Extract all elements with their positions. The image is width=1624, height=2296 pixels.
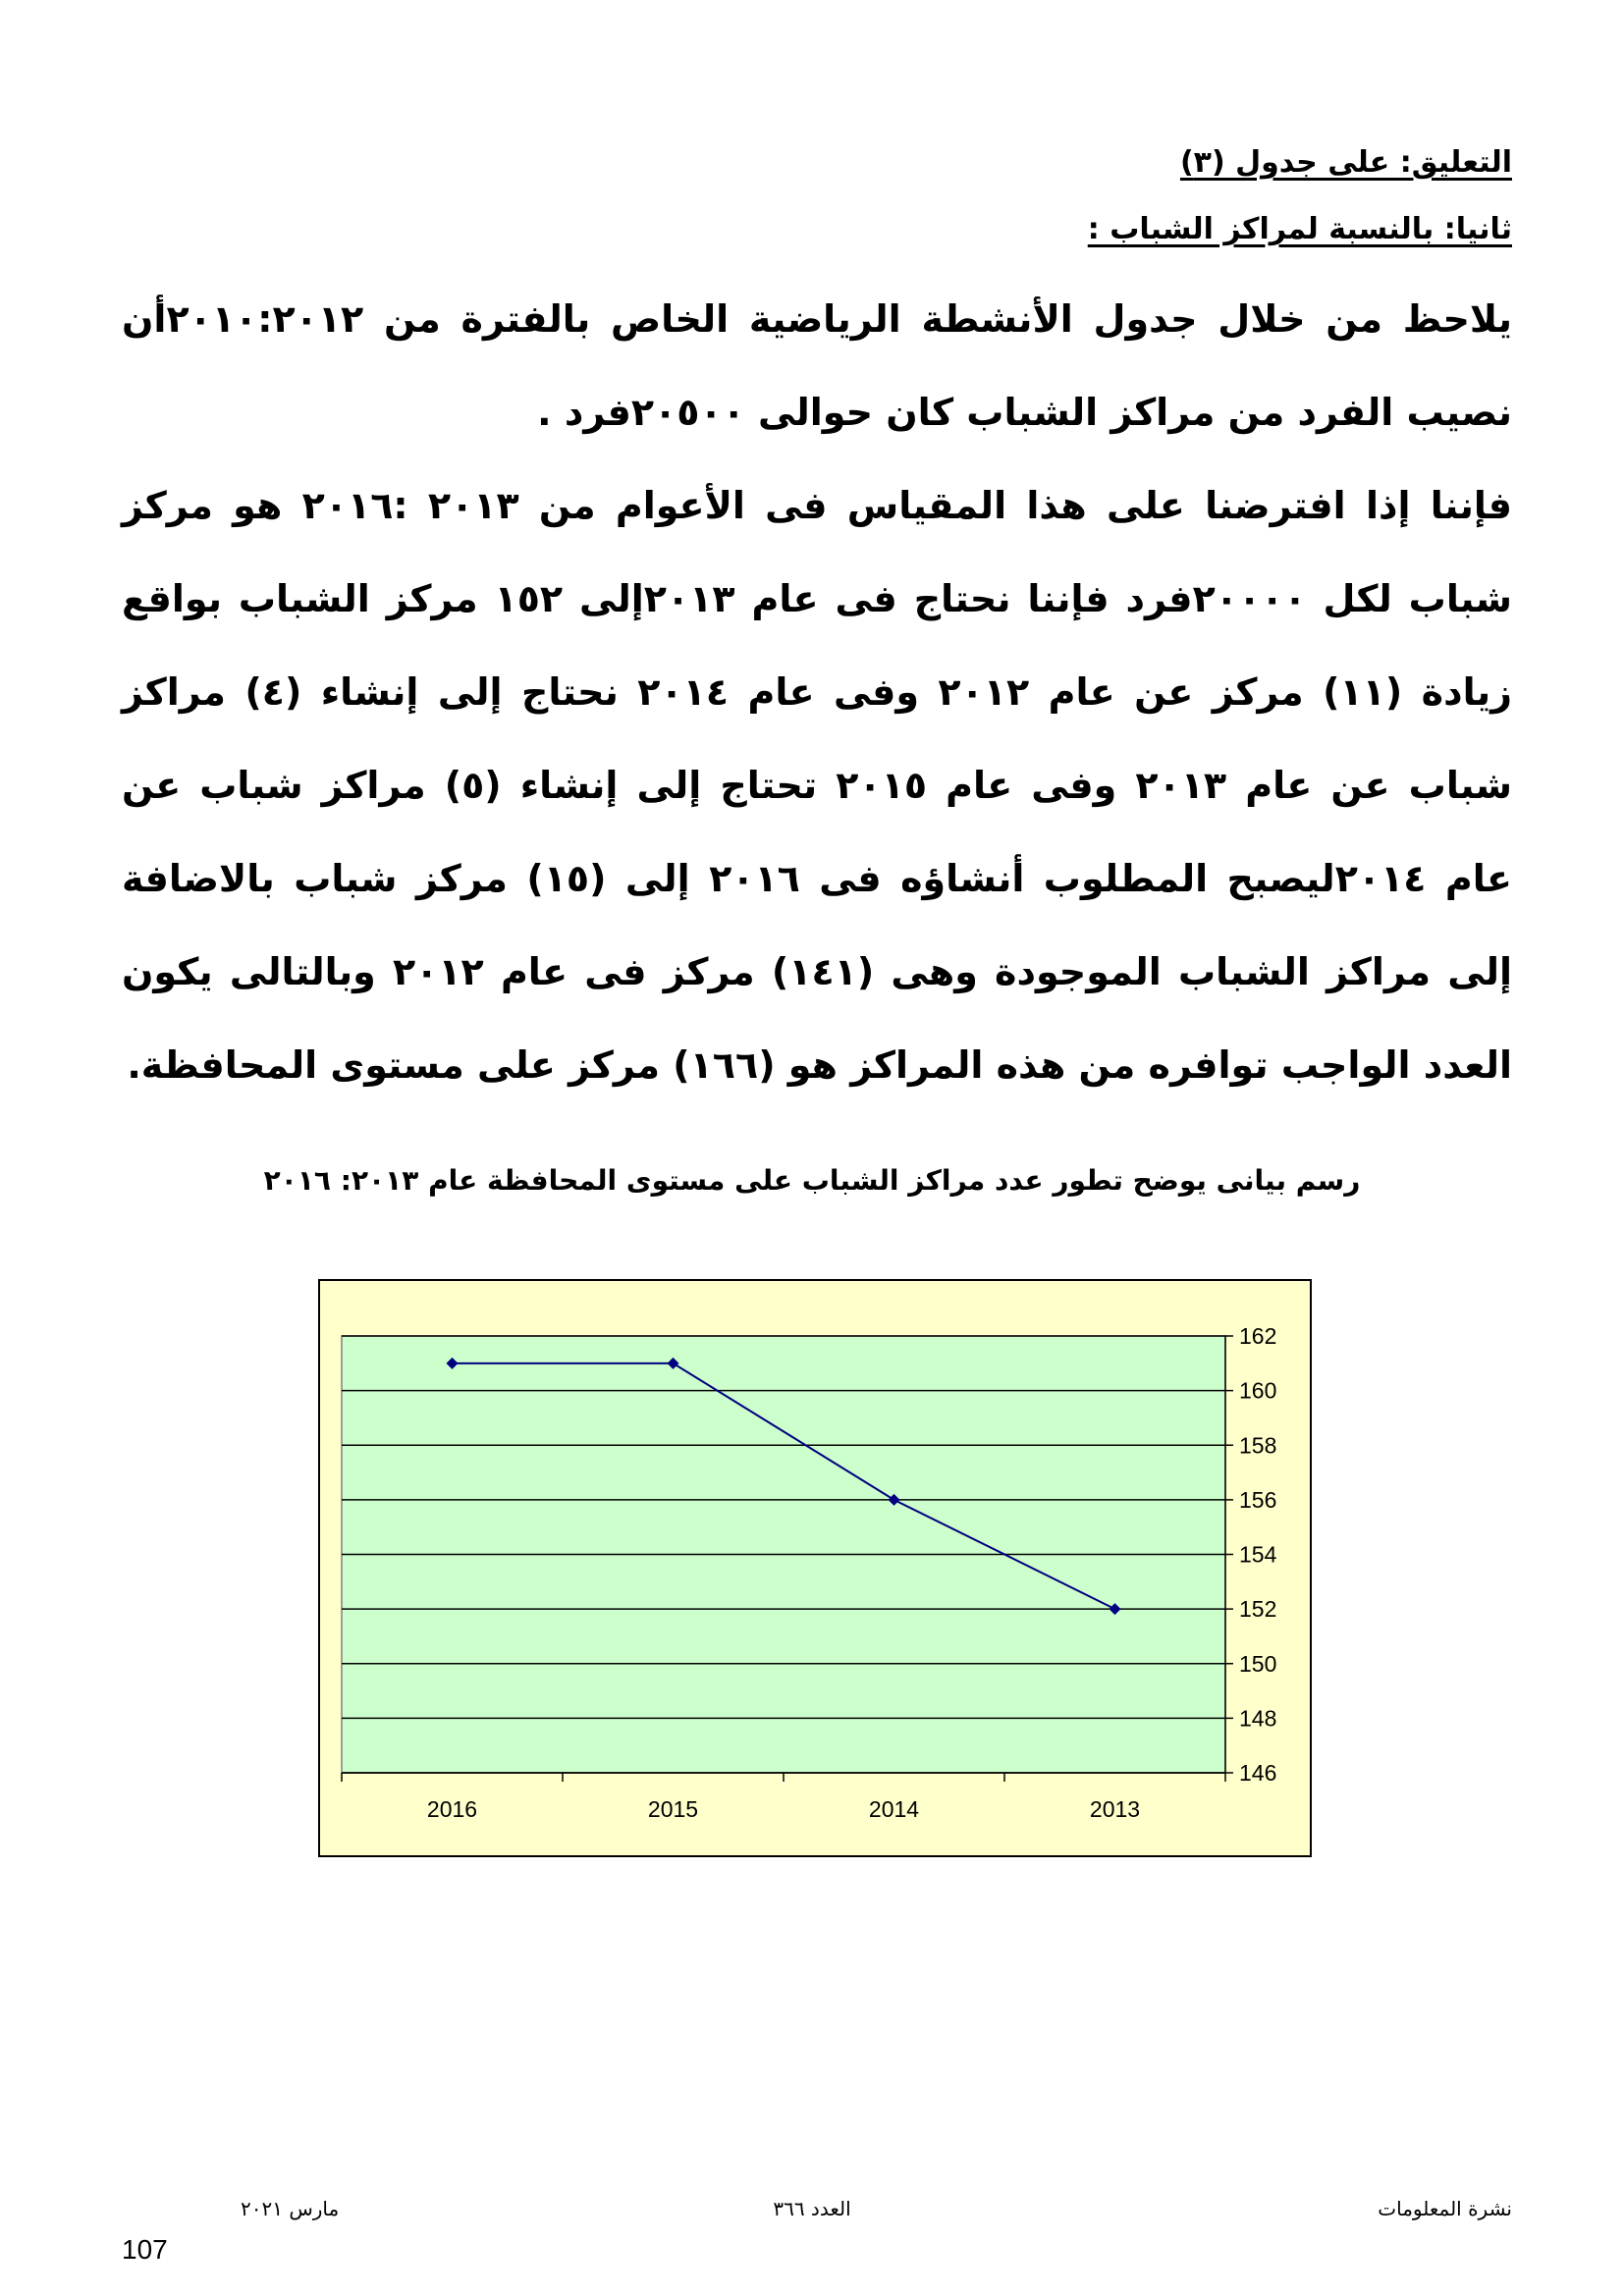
x-tick-label: 2014 xyxy=(868,1796,920,1822)
y-tick-label: 156 xyxy=(1239,1486,1277,1513)
x-tick-label: 2015 xyxy=(647,1796,699,1822)
footer-date: مارس ٢٠٢١ xyxy=(241,2197,340,2220)
x-tick-label: 2016 xyxy=(426,1796,478,1822)
y-tick-label: 152 xyxy=(1239,1596,1277,1623)
page-number: 107 xyxy=(122,2234,168,2265)
chart-caption: رسم بيانى يوضح تطور عدد مراكز الشباب على مستوى المحافظة عام ٢٠١٣: ٢٠١٦ xyxy=(263,1164,1361,1197)
y-tick-label: 148 xyxy=(1239,1705,1277,1732)
y-tick-label: 158 xyxy=(1239,1432,1277,1459)
x-tick-label: 2013 xyxy=(1089,1796,1141,1822)
y-tick-label: 154 xyxy=(1239,1541,1277,1568)
line-chart xyxy=(318,1279,1312,1857)
footer-publication: نشرة المعلومات xyxy=(1378,2197,1512,2220)
y-tick-label: 162 xyxy=(1239,1323,1277,1349)
y-tick-label: 146 xyxy=(1239,1760,1277,1786)
y-tick-label: 150 xyxy=(1239,1650,1277,1677)
footer-issue: العدد ٣٦٦ xyxy=(773,2197,851,2220)
comment-heading: التعليق: على جدول (٣) xyxy=(1179,145,1512,180)
body-text xyxy=(122,273,1512,1112)
youth-centers-heading: ثانيا: بالنسبة لمراكز الشباب : xyxy=(1087,212,1512,246)
y-tick-label: 160 xyxy=(1239,1377,1277,1404)
paragraph-1: يلاحظ من خلال جدول الأنشطة الرياضية الخاص بالفترة من ٢٠١٠:٢٠١٢أن نصيب الفرد من مراكز الشباب كان حوالى ٢٠٥٠٠فرد . xyxy=(122,297,1512,434)
paragraph-2: فإننا إذا افترضنا على هذا المقياس فى الأعوام من ٢٠١٣ :٢٠١٦ هو مركز شباب لكل ٢٠٠٠٠فرد فإننا نحتاج فى عام ٢٠١٣إلى ١٥٢ مركز الشباب بواقع زيادة (١١) مركز عن عام ٢٠١٢ وفى عام ٢٠١٤ نحتاج إلى إنشاء (٤) مراكز شباب عن عام ٢٠١٣ وفى عام ٢٠١٥ تحتاج إلى إنشاء (٥) مراكز شباب عن عام ٢٠١٤ليصبح المطلوب أنشاؤه فى ٢٠١٦ إلى (١٥) مركز شباب بالاضافة إلى مراكز الشباب الموجودة وهى (١٤١) مركز فى عام ٢٠١٢ وبالتالى يكون العدد الواجب توافره من هذه المراكز هو (١٦٦) مركز على مستوى المحافظة. xyxy=(122,484,1513,1087)
